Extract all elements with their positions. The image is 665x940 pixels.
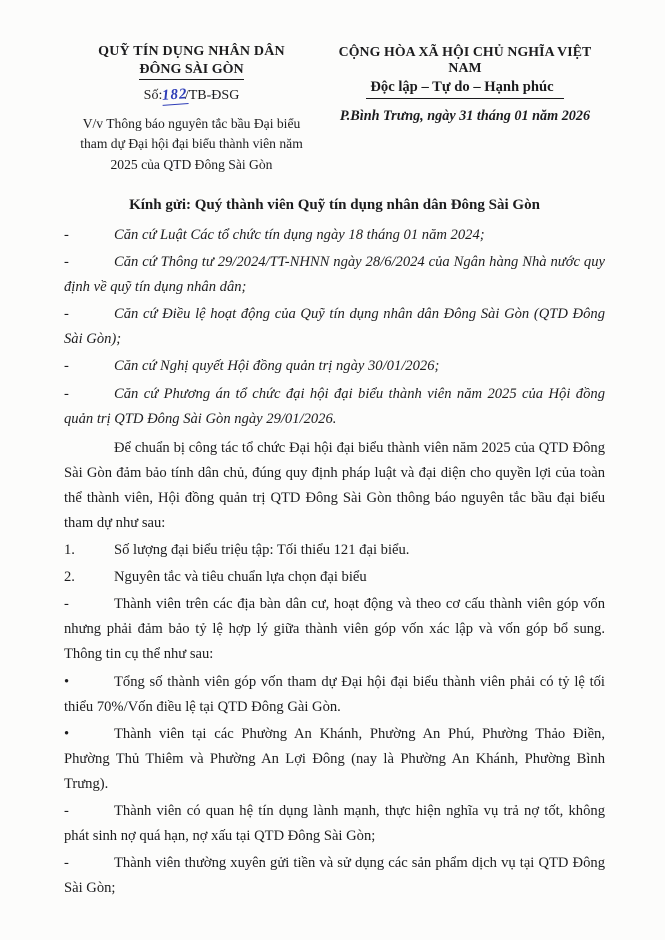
- dash-marker: -: [64, 385, 69, 402]
- criteria-text: Tổng số thành viên góp vốn tham dự Đại hội đại biểu thành viên phải có tỷ lệ tối thiểu 70%/Vốn điều lệ tại QTD Đông Gài Gòn.: [64, 673, 605, 715]
- document-subject: V/v Thông báo nguyên tắc bầu Đại biểu tham dự Đại hội đại biểu thành viên năm 2025 của QTD Đông Sài Gòn: [80, 116, 303, 172]
- dash-marker: -: [64, 226, 69, 243]
- criteria-text: Thành viên có quan hệ tín dụng lành mạnh, thực hiện nghĩa vụ trả nợ tốt, không phát sinh nợ quá hạn, nợ xấu tại QTD Đông Sài Gòn;: [64, 803, 605, 845]
- legal-basis-item: [64, 302, 605, 352]
- org-name-line1: QUỸ TÍN DỤNG NHÂN DÂN: [98, 44, 285, 59]
- legal-basis-item: [64, 354, 605, 379]
- bullet-marker: •: [64, 725, 70, 742]
- document-number-handwritten: 182: [161, 86, 189, 104]
- document-number: [64, 87, 319, 105]
- criteria-item: [64, 722, 605, 797]
- document-body: [64, 193, 605, 901]
- criteria-item: [64, 799, 605, 849]
- dash-marker: -: [64, 254, 69, 271]
- criteria-item: [64, 592, 605, 667]
- number-marker: 2.: [64, 569, 75, 586]
- dash-marker: -: [64, 803, 69, 820]
- national-motto: Độc lập – Tự do – Hạnh phúc: [366, 78, 563, 99]
- salutation: Kính gửi: Quý thành viên Quỹ tín dụng nhân dân Đông Sài Gòn: [129, 197, 540, 214]
- legal-basis-item: [64, 250, 605, 300]
- legal-basis-item: [64, 223, 605, 248]
- criteria-item: [64, 670, 605, 720]
- legal-basis-text: Căn cứ Phương án tổ chức đại hội đại biểu thành viên năm 2025 của Hội đồng quản trị QTD Đông Sài Gòn ngày 29/01/2026.: [64, 385, 605, 427]
- legal-basis-text: Căn cứ Luật Các tổ chức tín dụng ngày 18 tháng 01 năm 2024;: [114, 226, 485, 243]
- number-marker: 1.: [64, 542, 75, 559]
- numbered-item-text: Số lượng đại biểu triệu tập: Tối thiểu 121 đại biểu.: [114, 542, 410, 559]
- bullet-marker: •: [64, 673, 70, 690]
- document-number-prefix: Số:: [143, 88, 163, 103]
- issuing-org-block: [64, 44, 319, 175]
- national-title: CỘNG HÒA XÃ HỘI CHỦ NGHĨA VIỆT NAM: [338, 44, 592, 75]
- dash-marker: -: [64, 855, 69, 872]
- dash-marker: -: [64, 596, 69, 613]
- dash-marker: -: [64, 306, 69, 323]
- legal-basis-item: [64, 382, 605, 432]
- numbered-item-1: [64, 538, 605, 563]
- numbered-item-text: Nguyên tắc và tiêu chuẩn lựa chọn đại biểu: [114, 569, 367, 586]
- document-header: [64, 44, 605, 175]
- org-name-line2: ĐÔNG SÀI GÒN: [139, 62, 243, 80]
- criteria-item: [64, 851, 605, 901]
- legal-basis-text: Căn cứ Nghị quyết Hội đồng quản trị ngày 30/01/2026;: [114, 358, 440, 375]
- document-number-suffix: /TB-ĐSG: [184, 88, 240, 103]
- place-and-date: P.Bình Trưng, ngày 31 tháng 01 năm 2026: [339, 108, 591, 124]
- criteria-text: Thành viên trên các địa bàn dân cư, hoạt động và theo cơ cấu thành viên góp vốn nhưng phải đảm bảo tỷ lệ hợp lý giữa thành viên góp vốn xác lập và vốn góp bổ sung. Thông tin cụ thể như sau:: [64, 596, 605, 663]
- intro-paragraph: Để chuẩn bị công tác tổ chức Đại hội đại biểu thành viên năm 2025 của QTD Đông Sài Gòn đảm bảo tính dân chủ, đúng quy định pháp luật và đại diện cho quyền lợi của toàn thể thành viên, Hội đồng quản trị QTD Đông Sài Gòn thông báo nguyên tắc bầu đại biểu tham dự như sau:: [64, 439, 605, 531]
- legal-basis-text: Căn cứ Thông tư 29/2024/TT-NHNN ngày 28/6/2024 của Ngân hàng Nhà nước quy định về quỹ tín dụng nhân dân;: [64, 254, 605, 296]
- legal-basis-text: Căn cứ Điều lệ hoạt động của Quỹ tín dụng nhân dân Đông Sài Gòn (QTD Đông Sài Gòn);: [64, 306, 605, 348]
- criteria-text: Thành viên tại các Phường An Khánh, Phường An Phú, Phường Thảo Điền, Phường Thủ Thiêm và Phường An Lợi Đông (nay là Phường An Khánh, Phường Bình Trưng).: [64, 725, 605, 792]
- criteria-text: Thành viên thường xuyên gửi tiền và sử dụng các sản phẩm dịch vụ tại QTD Đông Sài Gòn;: [64, 855, 605, 897]
- national-motto-block: [319, 44, 605, 125]
- numbered-item-2: [64, 565, 605, 590]
- dash-marker: -: [64, 358, 69, 375]
